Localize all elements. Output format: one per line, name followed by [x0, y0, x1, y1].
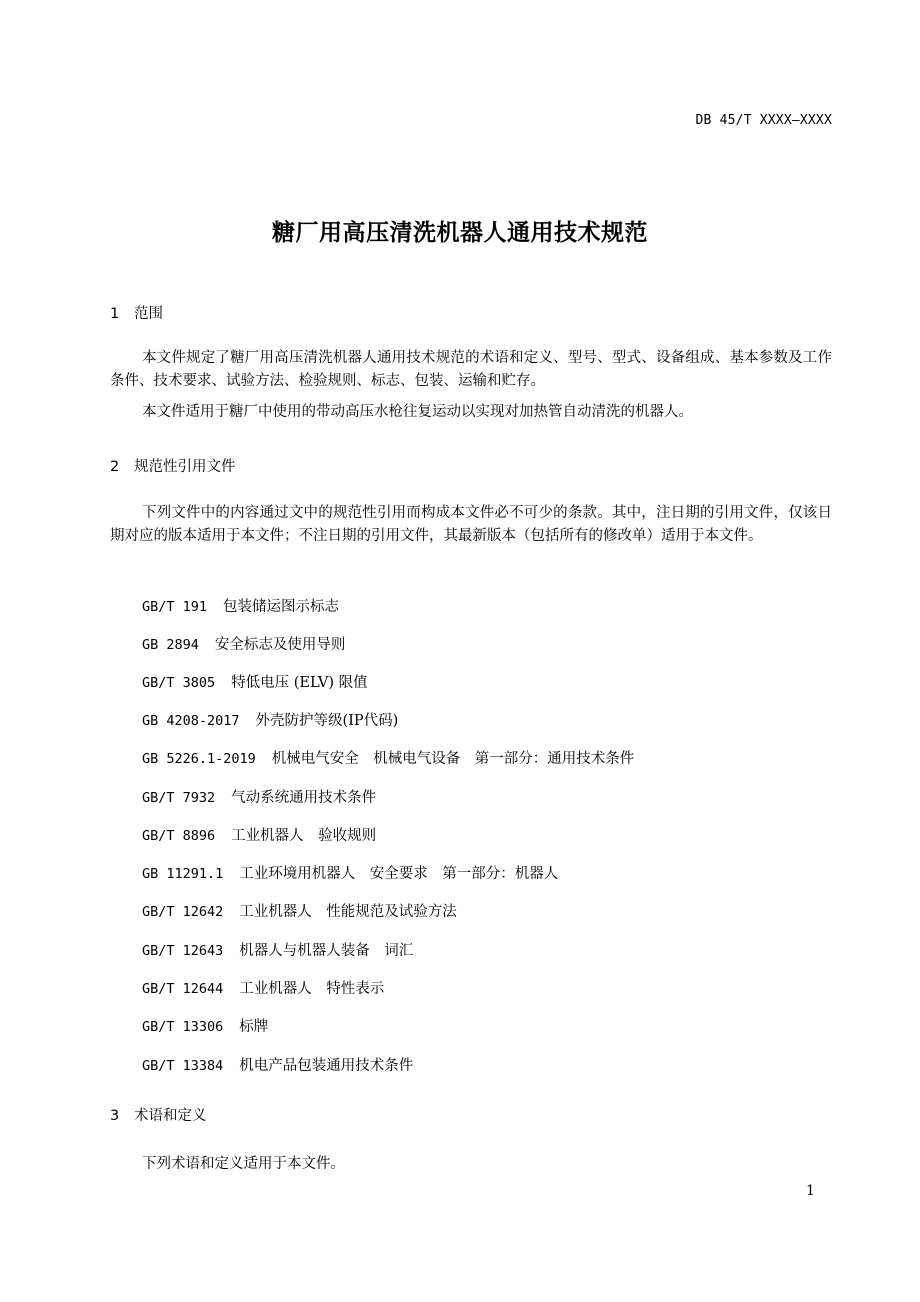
reference-code: GB 4208-2017: [142, 713, 240, 729]
reference-title: 工业机器人 特性表示: [239, 981, 385, 997]
section-title: 规范性引用文件: [134, 459, 236, 475]
reference-title: 安全标志及使用导则: [214, 637, 346, 653]
reference-item: [142, 824, 376, 845]
reference-code: GB/T 7932: [142, 790, 216, 806]
reference-title: 工业机器人 性能规范及试验方法: [239, 904, 457, 920]
reference-code: GB/T 13384: [142, 1058, 224, 1074]
reference-code: GB/T 8896: [142, 828, 216, 844]
reference-item: [142, 939, 413, 960]
reference-title: 工业机器人 验收规则: [231, 828, 377, 844]
reference-item: [142, 862, 558, 883]
page-number: 1: [806, 1183, 815, 1199]
section-title: 术语和定义: [134, 1108, 207, 1124]
reference-code: GB 2894: [142, 637, 199, 653]
reference-title: 包装储运图示标志: [223, 599, 340, 615]
reference-item: [142, 1015, 268, 1036]
reference-code: GB/T 12643: [142, 943, 224, 959]
reference-item: [142, 786, 376, 807]
reference-item: [142, 900, 457, 921]
document-code: DB 45/T XXXX—XXXX: [695, 113, 832, 128]
reference-title: 机电产品包装通用技术条件: [239, 1058, 414, 1074]
section-number: 2: [110, 459, 120, 475]
reference-title: 外壳防护等级(IP代码): [255, 713, 399, 729]
reference-item: [142, 977, 384, 998]
section-number: 1: [110, 306, 120, 322]
reference-title: 标牌: [239, 1019, 269, 1035]
reference-title: 机械电气安全 机械电气设备 第一部分：通用技术条件: [271, 751, 635, 767]
section-heading-terms-definitions: [110, 1104, 207, 1125]
reference-item: [142, 595, 339, 616]
reference-code: GB/T 12642: [142, 904, 224, 920]
section-title: 范围: [134, 306, 163, 322]
scope-paragraph-1: 本文件规定了糖厂用高压清洗机器人通用技术规范的术语和定义、型号、型式、设备组成、基本参数及工作条件、技术要求、试验方法、检验规则、标志、包装、运输和贮存。: [110, 350, 832, 389]
section-heading-scope: [110, 302, 163, 323]
reference-code: GB 11291.1: [142, 866, 224, 882]
reference-item: [142, 709, 398, 730]
section-heading-normative-references: [110, 455, 236, 476]
terms-intro-paragraph: 下列术语和定义适用于本文件。: [142, 1156, 345, 1172]
reference-item: [142, 1054, 413, 1075]
reference-item: [142, 671, 368, 692]
reference-code: GB/T 13306: [142, 1019, 224, 1035]
references-intro-paragraph: 下列文件中的内容通过文中的规范性引用而构成本文件必不可少的条款。其中，注日期的引用文件，仅该日期对应的版本适用于本文件；不注日期的引用文件，其最新版本（包括所有的修改单）适用于本文件。: [110, 505, 832, 544]
reference-item: [142, 747, 634, 768]
reference-title: 气动系统通用技术条件: [231, 790, 377, 806]
reference-title: 特低电压 (ELV) 限值: [231, 675, 368, 691]
scope-paragraph-2: 本文件适用于糖厂中使用的带动高压水枪往复运动以实现对加热管自动清洗的机器人。: [142, 404, 693, 420]
reference-title: 机器人与机器人装备 词汇: [239, 943, 414, 959]
section-number: 3: [110, 1108, 120, 1124]
reference-code: GB 5226.1-2019: [142, 751, 256, 767]
reference-code: GB/T 12644: [142, 981, 224, 997]
reference-code: GB/T 3805: [142, 675, 216, 691]
document-title: 糖厂用高压清洗机器人通用技术规范: [272, 220, 648, 246]
reference-item: [142, 633, 345, 654]
reference-code: GB/T 191: [142, 599, 208, 615]
reference-title: 工业环境用机器人 安全要求 第一部分：机器人: [239, 866, 559, 882]
